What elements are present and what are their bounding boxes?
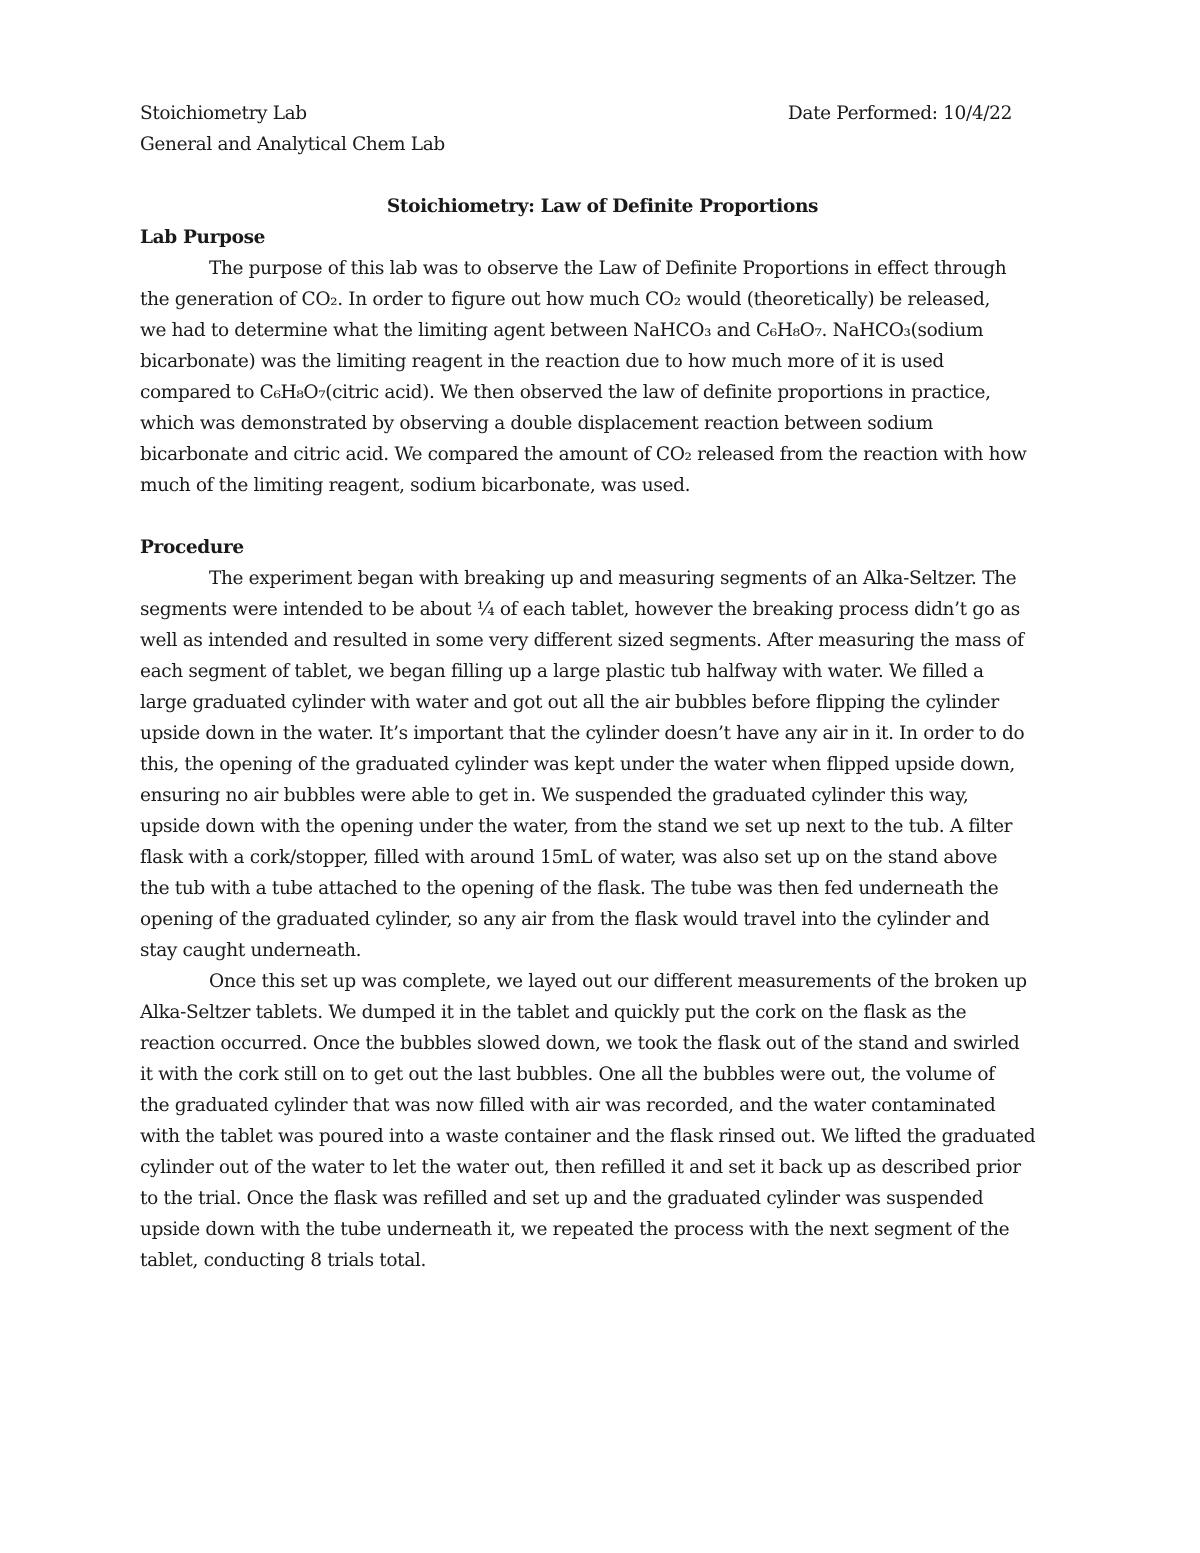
purpose-line: which was demonstrated by observing a double displacement reaction between sodium [140,413,933,434]
header-row [140,98,1012,129]
purpose-line: the generation of CO₂. In order to figure out how much CO₂ would (theoretically) be released, [140,289,991,310]
document-title: Stoichiometry: Law of Definite Proportions [386,196,819,217]
procedure-line: the tub with a tube attached to the opening of the flask. The tube was then fed underneath the [140,878,999,899]
procedure-line: Once this set up was complete, we layed out our different measurements of the broken up [209,971,1027,992]
procedure-line: each segment of tablet, we began filling up a large plastic tub halfway with water. We filled a [140,661,984,682]
procedure-line: cylinder out of the water to let the water out, then refilled it and set it back up as described prior [140,1157,1021,1178]
purpose-heading: Lab Purpose [140,227,266,248]
procedure-line: opening of the graduated cylinder, so any air from the flask would travel into the cylinder and [140,909,990,930]
procedure-line: segments were intended to be about ¼ of each tablet, however the breaking process didn’t go as [140,599,1020,620]
procedure-line: The experiment began with breaking up and measuring segments of an Alka-Seltzer. The [209,568,1017,589]
procedure-line: flask with a cork/stopper, filled with around 15mL of water, was also set up on the stand above [140,847,998,868]
lab-name: Stoichiometry Lab [140,103,307,124]
procedure-line: stay caught underneath. [140,940,362,961]
purpose-line: compared to C₆H₈O₇(citric acid). We then observed the law of definite proportions in practice, [140,382,991,403]
procedure-line: large graduated cylinder with water and got out all the air bubbles before flipping the cylinder [140,692,999,713]
purpose-line: much of the limiting reagent, sodium bicarbonate, was used. [140,475,691,496]
procedure-line: this, the opening of the graduated cylinder was kept under the water when flipped upside down, [140,754,1015,775]
purpose-paragraph [140,253,1065,501]
purpose-line: bicarbonate) was the limiting reagent in the reaction due to how much more of it is used [140,351,944,372]
procedure-line: it with the cork still on to get out the last bubbles. One all the bubbles were out, the volume of [140,1064,995,1085]
purpose-line: we had to determine what the limiting agent between NaHCO₃ and C₆H₈O₇. NaHCO₃(sodium [140,320,984,341]
procedure-line: the graduated cylinder that was now filled with air was recorded, and the water contaminated [140,1095,996,1116]
procedure-line: ensuring no air bubbles were able to get in. We suspended the graduated cylinder this way, [140,785,969,806]
procedure-paragraph-2 [140,966,1065,1276]
date-performed: Date Performed: 10/4/22 [787,103,1012,124]
procedure-line: tablet, conducting 8 trials total. [140,1250,426,1271]
procedure-heading: Procedure [140,537,244,558]
procedure-line: reaction occurred. Once the bubbles slowed down, we took the flask out of the stand and swirled [140,1033,1020,1054]
document-page [140,98,1065,1276]
section-spacer [140,501,1065,532]
course-name: General and Analytical Chem Lab [140,134,445,155]
purpose-line: The purpose of this lab was to observe the Law of Definite Proportions in effect through [209,258,1007,279]
procedure-line: upside down with the tube underneath it, we repeated the process with the next segment of the [140,1219,1010,1240]
procedure-line: upside down with the opening under the water, from the stand we set up next to the tub. A filter [140,816,1013,837]
procedure-line: upside down in the water. It’s important that the cylinder doesn’t have any air in it. In order to do [140,723,1025,744]
procedure-line: with the tablet was poured into a waste container and the flask rinsed out. We lifted the graduated [140,1126,1036,1147]
procedure-line: Alka-Seltzer tablets. We dumped it in the tablet and quickly put the cork on the flask as the [140,1002,967,1023]
procedure-line: to the trial. Once the flask was refilled and set up and the graduated cylinder was suspended [140,1188,984,1209]
purpose-line: bicarbonate and citric acid. We compared the amount of CO₂ released from the reaction with how [140,444,1027,465]
procedure-line: well as intended and resulted in some very different sized segments. After measuring the mass of [140,630,1024,651]
procedure-paragraph-1 [140,563,1065,966]
